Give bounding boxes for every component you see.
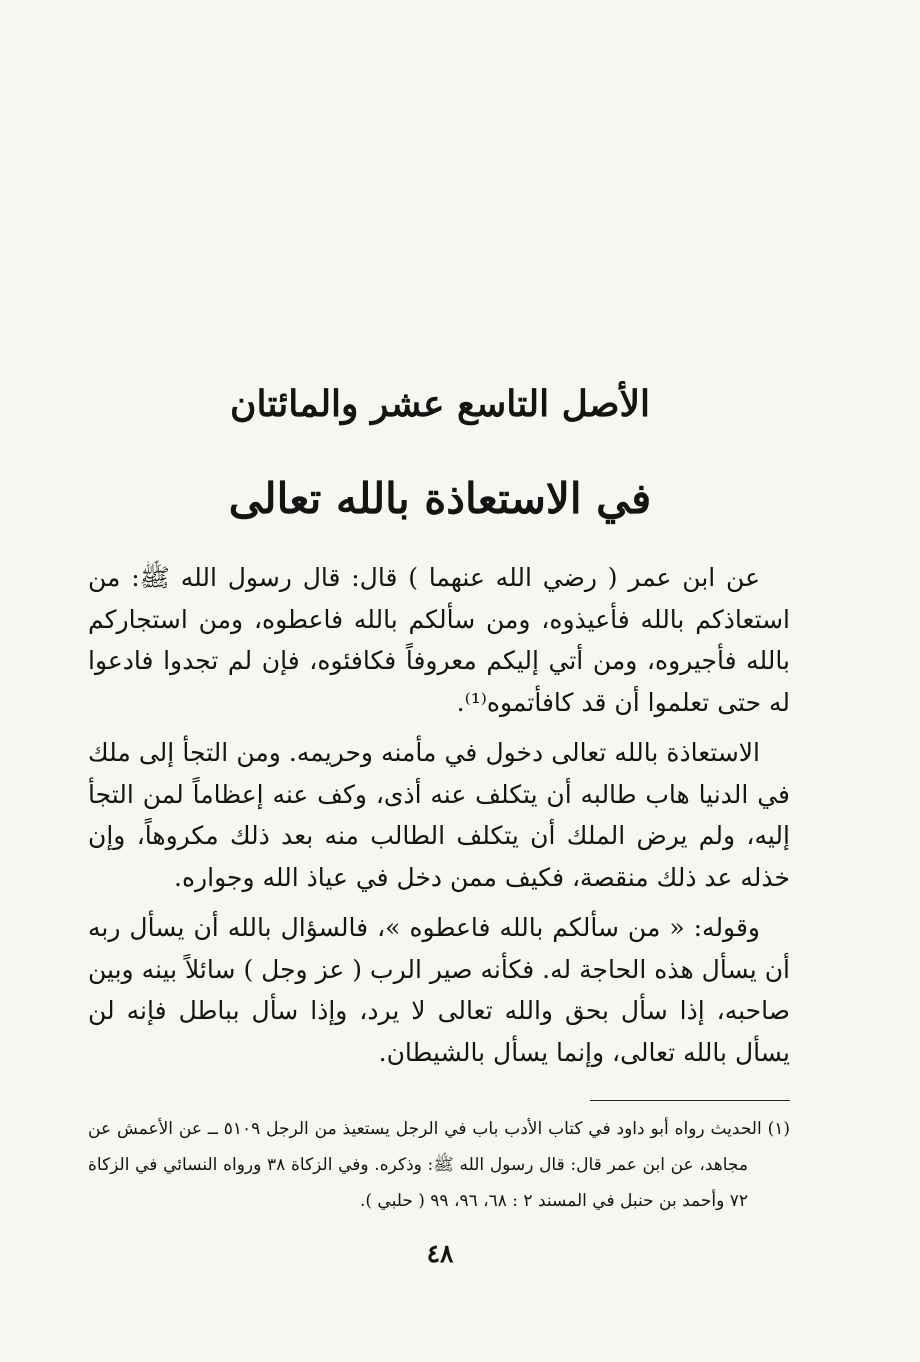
paragraph-commentary: الاستعاذة بالله تعالى دخول في مأمنه وحريمه. ومن التجأ إلى ملك في الدنيا هاب طالبه أن يتكلف عنه أذى، وكف عنه إعظاماً لمن التجأ إليه، ولم يرض الملك أن يتكلف الطالب منه بعد ذلك مكروهاً، وإن خذله عد ذلك منقصة، فكيف ممن دخل في عياذ الله وجواره. <box>88 738 790 892</box>
footnotes <box>88 1111 790 1219</box>
page-number: ٤٨ <box>426 1239 454 1268</box>
footnote: (١) الحديث رواه أبو داود في كتاب الأدب باب في الرجل يستعيذ من الرجل ٥١٠٩ ــ عن الأعمش عن مجاهد، عن ابن عمر قال: قال رسول الله ﷺ: وذكره. وفي الزكاة ٣٨ ورواه النسائي في الزكاة ٧٢ وأحمد بن حنبل في المسند ٢ : ٦٨، ٩٦، ٩٩ ( حلبي ). <box>88 1119 790 1211</box>
body-text <box>88 557 790 1082</box>
paragraph-explanation: وقوله: « من سألكم بالله فاعطوه »، فالسؤال بالله أن يسأل ربه أن يسأل هذه الحاجة له. فكأنه صير الرب ( عز وجل ) سائلاً بينه وبين صاحبه، إذا سأل بحق والله تعالى لا يرد، وإذا سأل بباطل فإنه لن يسأل بالله تعالى، وإنما يسأل بالشيطان. <box>88 913 790 1067</box>
footnote-divider <box>590 1100 790 1101</box>
chapter-subtitle: في الاستعاذة بالله تعالى <box>228 474 652 523</box>
paragraph-hadith: عن ابن عمر ( رضي الله عنهما ) قال: قال رسول الله ﷺ: من استعاذكم بالله فأعيذوه، ومن سألكم بالله فاعطوه، ومن استجاركم بالله فأجيروه، ومن أتي إليكم معروفاً فكافئوه، فإن لم تجدوا فادعوا له حتى تعلموا أن قد كافأتموه⁽¹⁾. <box>88 563 790 717</box>
chapter-title: الأصل التاسع عشر والمائتان <box>230 383 650 425</box>
